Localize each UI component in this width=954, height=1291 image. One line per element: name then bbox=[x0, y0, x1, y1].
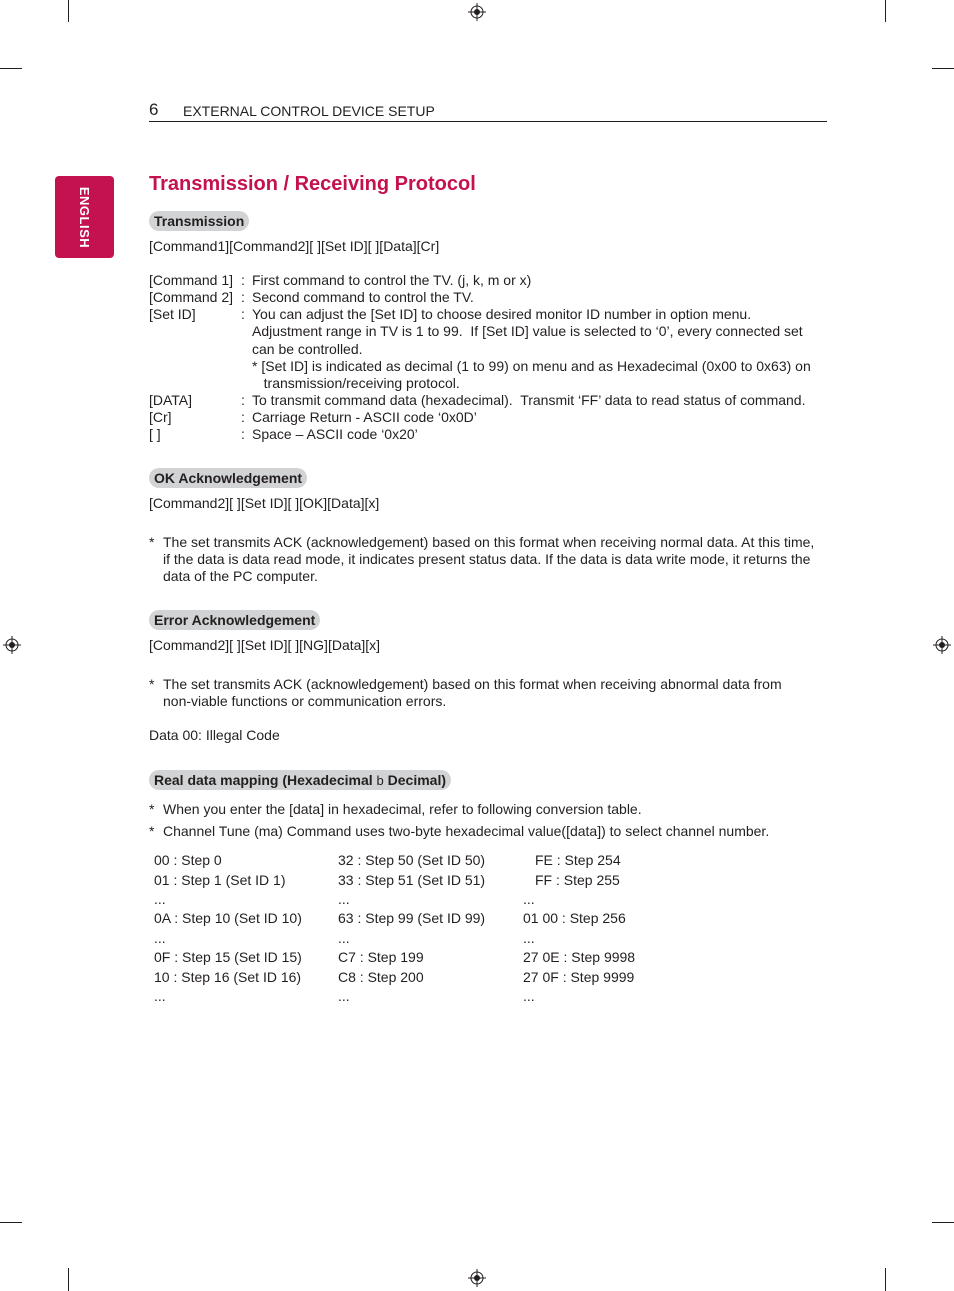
conversion-cell: ... bbox=[338, 988, 350, 1004]
mapping-label-part: Decimal) bbox=[383, 772, 447, 788]
ok-ack-format: [Command2][ ][Set ID][ ][OK][Data][x] bbox=[149, 495, 380, 511]
error-ack-note-line: The set transmits ACK (acknowledgement) based on this format when receiving abnormal data from bbox=[163, 676, 782, 692]
conversion-cell: ... bbox=[154, 930, 166, 946]
conversion-cell: 01 00 : Step 256 bbox=[523, 910, 626, 926]
conversion-cell: 33 : Step 51 (Set ID 51) bbox=[338, 872, 486, 888]
definition-term: [DATA] bbox=[149, 392, 193, 408]
crop-mark bbox=[885, 0, 886, 22]
mapping-label-part: Real data mapping (Hexadecimal bbox=[154, 772, 377, 788]
conversion-cell: ... bbox=[338, 891, 350, 907]
registration-mark-icon bbox=[468, 3, 486, 21]
definition-term: [Cr] bbox=[149, 409, 172, 425]
conversion-cell: ... bbox=[154, 988, 166, 1004]
definition-separator: : bbox=[241, 289, 245, 305]
definition-term: [Set ID] bbox=[149, 306, 196, 322]
conversion-cell: 01 : Step 1 (Set ID 1) bbox=[154, 872, 286, 888]
crop-mark bbox=[68, 1268, 69, 1291]
page-number: 6 bbox=[149, 100, 159, 119]
definition-separator: : bbox=[241, 306, 245, 322]
definition-description: Second command to control the TV. bbox=[252, 289, 474, 305]
ok-ack-note-line: The set transmits ACK (acknowledgement) based on this format when receiving normal data. At this time, bbox=[163, 534, 815, 550]
conversion-cell: 27 0E : Step 9998 bbox=[523, 949, 636, 965]
illegal-code-line: Data 00: Illegal Code bbox=[149, 727, 280, 743]
mapping-note-marker: * bbox=[149, 823, 155, 839]
definition-description: To transmit command data (hexadecimal). Transmit ‘FF’ data to read status of command. bbox=[252, 392, 806, 408]
crop-mark bbox=[932, 68, 954, 69]
conversion-cell: 00 : Step 0 bbox=[154, 852, 222, 868]
ok-ack-label: OK Acknowledgement bbox=[149, 468, 307, 488]
conversion-cell: FE : Step 254 bbox=[535, 852, 621, 868]
conversion-cell: ... bbox=[523, 891, 535, 907]
crop-mark bbox=[0, 68, 22, 69]
conversion-cell: 27 0F : Step 9999 bbox=[523, 969, 635, 985]
crop-mark bbox=[0, 1222, 22, 1223]
registration-mark-icon bbox=[3, 636, 21, 654]
definition-term: [Command 2] bbox=[149, 289, 234, 305]
definition-description: Adjustment range in TV is 1 to 99. If [Set ID] value is selected to ‘0’, every connected set bbox=[252, 323, 803, 339]
language-tab-label: ENGLISH bbox=[77, 186, 93, 248]
ok-ack-note-line: data of the PC computer. bbox=[163, 568, 318, 584]
conversion-cell: C7 : Step 199 bbox=[338, 949, 424, 965]
mapping-label bbox=[149, 770, 451, 790]
definition-description: Carriage Return - ASCII code ‘0x0D’ bbox=[252, 409, 477, 425]
definition-term: [ ] bbox=[149, 426, 161, 442]
conversion-cell: ... bbox=[338, 930, 350, 946]
definition-description: can be controlled. bbox=[252, 341, 363, 357]
conversion-cell: 32 : Step 50 (Set ID 50) bbox=[338, 852, 486, 868]
definition-separator: : bbox=[241, 272, 245, 288]
crop-mark bbox=[885, 1268, 886, 1291]
conversion-cell: ... bbox=[523, 988, 535, 1004]
arrow-icon: b bbox=[376, 773, 384, 788]
definition-separator: : bbox=[241, 409, 245, 425]
conversion-cell: 63 : Step 99 (Set ID 99) bbox=[338, 910, 486, 926]
conversion-cell: ... bbox=[523, 930, 535, 946]
conversion-cell: 0F : Step 15 (Set ID 15) bbox=[154, 949, 302, 965]
registration-mark-icon bbox=[933, 636, 951, 654]
running-head: EXTERNAL CONTROL DEVICE SETUP bbox=[183, 103, 435, 119]
mapping-note-marker: * bbox=[149, 801, 155, 817]
crop-mark bbox=[932, 1222, 954, 1223]
ok-ack-note-marker: * bbox=[149, 534, 155, 550]
conversion-cell: ... bbox=[154, 891, 166, 907]
definition-description: You can adjust the [Set ID] to choose desired monitor ID number in option menu. bbox=[252, 306, 752, 322]
mapping-note: Channel Tune (ma) Command uses two-byte hexadecimal value([data]) to select channel number. bbox=[163, 823, 770, 839]
conversion-cell: FF : Step 255 bbox=[535, 872, 620, 888]
transmission-label: Transmission bbox=[149, 211, 249, 231]
registration-mark-icon bbox=[468, 1269, 486, 1287]
transmission-format: [Command1][Command2][ ][Set ID][ ][Data][Cr] bbox=[149, 238, 440, 254]
definition-term: [Command 1] bbox=[149, 272, 234, 288]
mapping-note: When you enter the [data] in hexadecimal, refer to following conversion table. bbox=[163, 801, 642, 817]
definition-description: Space – ASCII code ‘0x20’ bbox=[252, 426, 418, 442]
error-ack-note-line: non-viable functions or communication errors. bbox=[163, 693, 447, 709]
definition-description: * [Set ID] is indicated as decimal (1 to 99) on menu and as Hexadecimal (0x00 to 0x63) on bbox=[252, 358, 811, 374]
error-ack-note-marker: * bbox=[149, 676, 155, 692]
definition-description: First command to control the TV. (j, k, m or x) bbox=[252, 272, 532, 288]
language-tab bbox=[55, 176, 114, 258]
definition-description: transmission/receiving protocol. bbox=[252, 375, 460, 391]
definition-separator: : bbox=[241, 392, 245, 408]
header-rule bbox=[149, 121, 827, 122]
conversion-cell: 10 : Step 16 (Set ID 16) bbox=[154, 969, 302, 985]
error-ack-label: Error Acknowledgement bbox=[149, 610, 320, 630]
ok-ack-note-line: if the data is data read mode, it indicates present status data. If the data is data write mode, it returns the bbox=[163, 551, 811, 567]
error-ack-format: [Command2][ ][Set ID][ ][NG][Data][x] bbox=[149, 637, 381, 653]
crop-mark bbox=[68, 0, 69, 22]
conversion-cell: C8 : Step 200 bbox=[338, 969, 424, 985]
definition-separator: : bbox=[241, 426, 245, 442]
section-title: Transmission / Receiving Protocol bbox=[149, 173, 476, 195]
conversion-cell: 0A : Step 10 (Set ID 10) bbox=[154, 910, 302, 926]
